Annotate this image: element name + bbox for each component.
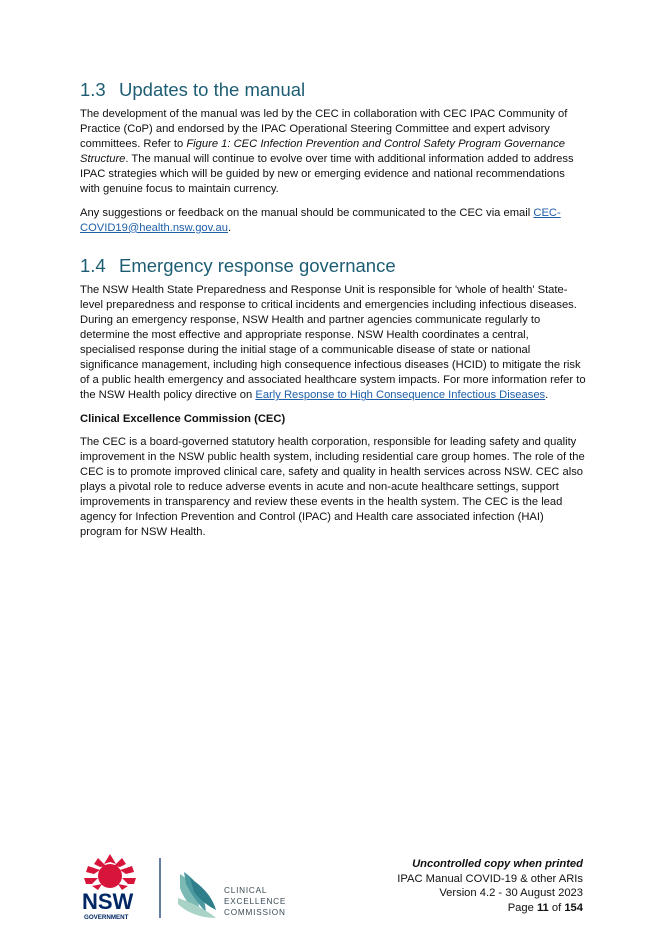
policy-link[interactable]: Early Response to High Consequence Infectious Diseases	[255, 389, 546, 402]
nsw-government-text: GOVERNMENT	[84, 914, 129, 921]
text: . The manual will continue to evolve over time with additional information added to address IPAC strategies which will be guided by new or emerging evidence and national recommendations with genuine focus to maintain currency.	[80, 153, 574, 196]
current-page: 11	[536, 902, 549, 915]
paragraph	[80, 206, 586, 236]
uncontrolled-copy-notice: Uncontrolled copy when printed	[412, 858, 583, 870]
nsw-logo-text: NSW	[82, 889, 134, 914]
figure-reference: Figure 1: CEC Infection Prevention and Control Safety Program Governance Structure	[80, 138, 566, 166]
total-pages: 154	[564, 902, 583, 915]
waratah-icon	[84, 854, 136, 890]
section-emergency-response	[80, 254, 586, 541]
paragraph	[80, 107, 586, 198]
section-title: Updates to the manual	[119, 79, 306, 100]
text: The NSW Health State Preparedness and Response Unit is responsible for 'whole of health' State-level preparedness and response to critical incidents and emergencies including infectious diseases. During an emergency response, NSW Health and partner agencies communicate regularly to determine the most effective and appropriate response. NSW Health coordinates a central, specialised response during the initial stage of a communicable disease of state or national significance management, including high consequence infectious diseases (HCID) to mitigate the risk of a public health emergency and associated healthcare system impacts. For more information refer to the NSW Health policy directive on	[80, 283, 586, 402]
text: of	[548, 902, 565, 915]
document-body	[80, 78, 586, 548]
section-number: 1.4	[80, 254, 106, 276]
section-heading	[80, 254, 586, 278]
subheading: Clinical Excellence Commission (CEC)	[80, 412, 286, 425]
section-updates	[80, 78, 586, 236]
section-number: 1.3	[80, 79, 106, 100]
section-heading	[80, 78, 586, 102]
version-info: Version 4.2 - 30 August 2023	[439, 887, 583, 900]
cec-logo-line2: EXCELLENCE	[224, 897, 287, 906]
cec-logo-line1: CLINICAL	[224, 886, 268, 895]
section-title: Emergency response governance	[119, 254, 396, 276]
footer-logos	[80, 852, 290, 922]
page-number	[397, 901, 583, 916]
text: Page	[507, 902, 537, 915]
cec-logo-icon	[178, 872, 216, 918]
paragraph	[80, 283, 586, 404]
footer-info	[397, 857, 583, 916]
paragraph: The CEC is a board-governed statutory health corporation, responsible for leading safety and quality improvement in the NSW public health system, including residential care group homes. The role of the CEC is to promote improved clinical care, safety and quality in health services across NSW. CEC also plays a pivotal role to reduce adverse events in acute and non-acute healthcare settings, support improvements in transparency and review these events in the health system. The CEC is the lead agency for Infection Prevention and Control (IPAC) and Health care associated infection (HAI) program for NSW Health.	[80, 435, 585, 539]
text: .	[227, 221, 232, 234]
manual-title: IPAC Manual COVID-19 & other ARIs	[397, 872, 583, 885]
email-link[interactable]: CEC-COVID19@health.nsw.gov.au	[80, 206, 561, 234]
text: .	[545, 389, 549, 402]
cec-logo-line3: COMMISSION	[224, 908, 286, 917]
text: Any suggestions or feedback on the manual should be communicated to the CEC via email	[80, 206, 534, 219]
nsw-government-logo	[80, 852, 290, 922]
text: The development of the manual was led by the CEC in collaboration with CEC IPAC Community of Practice (CoP) and endorsed by the IPAC Operational Steering Committee and expert advisory committees. Refer to	[80, 108, 568, 151]
